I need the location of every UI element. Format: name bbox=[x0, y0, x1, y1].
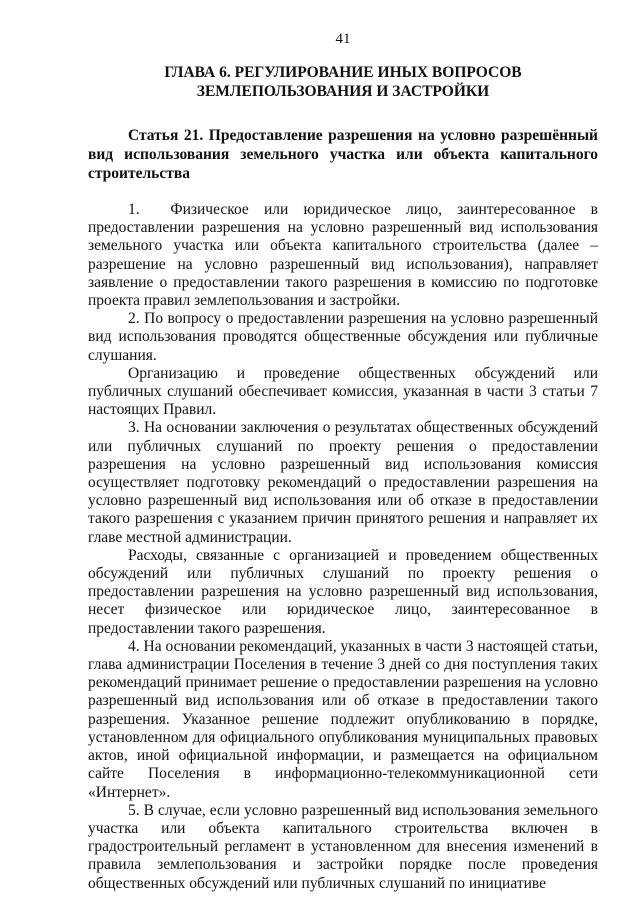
chapter-title bbox=[88, 63, 598, 101]
article-title: Статья 21. Предоставление разрешения на условно разрешённый вид использования земельного участка или объекта капитального строительства bbox=[88, 127, 598, 182]
document-page bbox=[88, 30, 598, 893]
paragraph-1: 1. Физическое или юридическое лицо, заинтересованное в предоставлении разрешения на условно разрешенный вид использования земельного участка или объекта капитального строительства (далее – разрешение на условно разрешенный вид использования), направляет заявление о предоставлении такого разрешения в комиссию по подготовке проекта правил землепользования и застройки. bbox=[88, 201, 598, 310]
paragraph-4: 3. На основании заключения о результатах общественных обсуждений или публичных слушаний по проекту решения о предоставлении разрешения на условно разрешенный вид использования комиссия осуществляет подготовку рекомендаций о предоставлении разрешения на условно разрешенный вид использования или об отказе в предоставлении такого разрешения с указанием причин принятого решения и направляет их главе местной администрации. bbox=[88, 419, 598, 546]
chapter-title-line-2: ЗЕМЛЕПОЛЬЗОВАНИЯ И ЗАСТРОЙКИ bbox=[196, 83, 490, 100]
paragraph-6: 4. На основании рекомендаций, указанных в части 3 настоящей статьи, глава администрации Поселения в течение 3 дней со дня поступления таких рекомендаций принимает решение о предоставлении разрешения на условно разрешенный вид использования или об отказе в предоставлении такого разрешения. Указанное решение подлежит опубликованию в порядке, установленном для официального опубликования муниципальных правовых актов, иной официальной информации, и размещается на официальном сайте Поселения в информационно-телекоммуникационной сети «Интернет». bbox=[88, 637, 598, 801]
chapter-title-line-1: ГЛАВА 6. РЕГУЛИРОВАНИЕ ИНЫХ ВОПРОСОВ bbox=[164, 64, 522, 81]
page-number: 41 bbox=[335, 31, 351, 47]
paragraph-2: 2. По вопросу о предоставлении разрешения на условно разрешенный вид использования проводятся общественные обсуждения или публичные слушания. bbox=[88, 310, 598, 364]
paragraph-7: 5. В случае, если условно разрешенный вид использования земельного участка или объекта капитального строительства включен в градостроительный регламент в установленном для внесения изменений в правила землепользования и застройки порядке после проведения общественных обсуждений или публичных слушаний по инициативе bbox=[88, 801, 598, 892]
paragraph-3: Организацию и проведение общественных обсуждений или публичных слушаний обеспечивает комиссия, указанная в части 3 статьи 7 настоящих Правил. bbox=[88, 364, 598, 419]
paragraph-5: Расходы, связанные с организацией и проведением общественных обсуждений или публичных слушаний по проекту решения о предоставлении разрешения на условно разрешенный вид использования, несет физическое или юридическое лицо, заинтересованное в предоставлении такого разрешения. bbox=[88, 546, 598, 637]
